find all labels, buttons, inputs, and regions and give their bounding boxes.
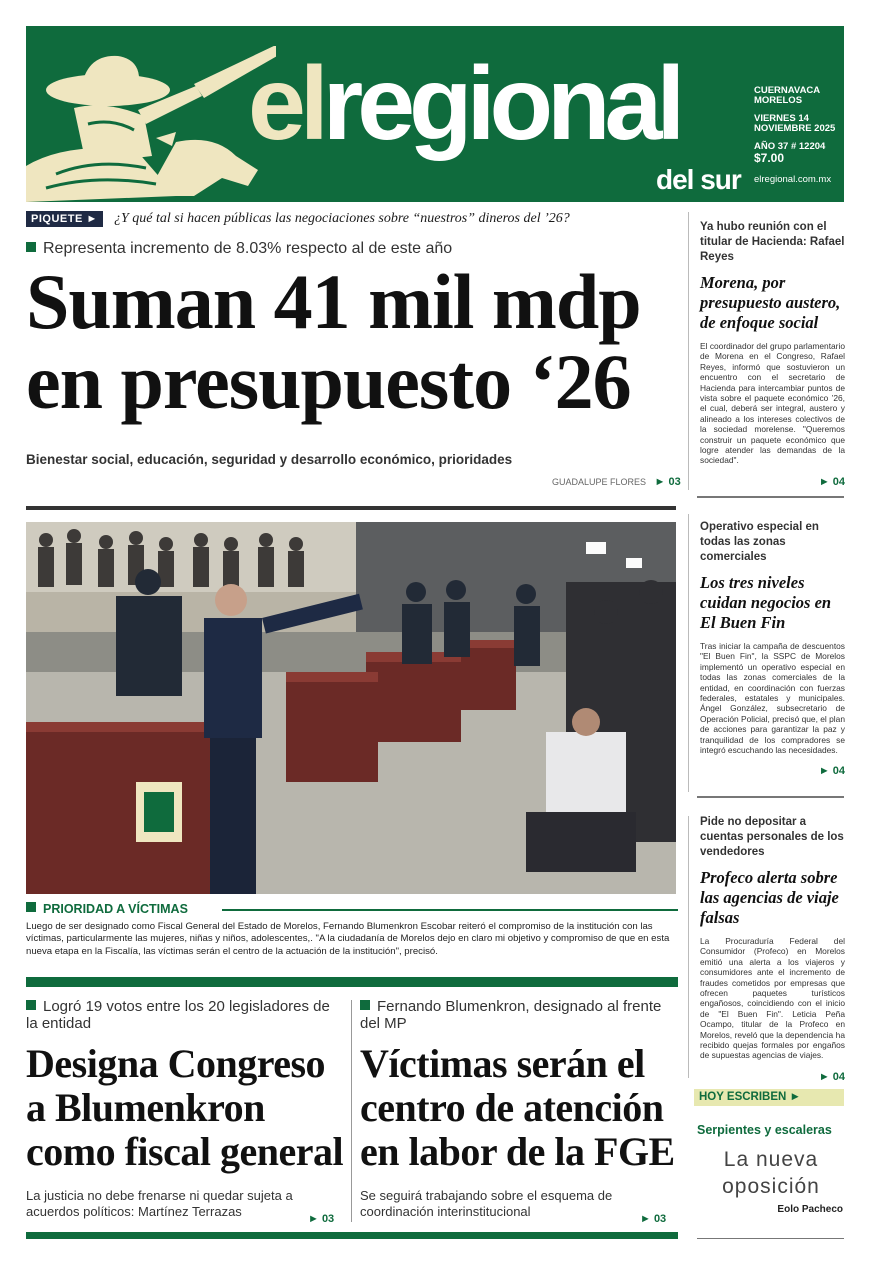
- sidebar-kicker: Operativo especial en todas las zonas comerciales: [700, 521, 819, 563]
- story-subhead: La justicia no debe frenarse ni quedar sujeta a acuerdos políticos: Martínez Terrazas: [26, 1188, 293, 1219]
- story-congreso[interactable]: [26, 998, 344, 1220]
- sidebar-kicker: Ya hubo reunión con el titular de Hacienda: Rafael Reyes: [700, 221, 845, 263]
- lead-divider: [26, 506, 676, 510]
- sidebar-kicker: Pide no depositar a cuentas personales de los vendedores: [700, 816, 844, 858]
- brand-regional: regional: [322, 46, 680, 162]
- website-link[interactable]: elregional.com.mx: [754, 174, 832, 185]
- square-bullet-icon: [26, 242, 36, 252]
- edition-day: VIERNES 14: [754, 112, 809, 124]
- edition-info: [754, 86, 844, 164]
- lead-byline: [552, 476, 681, 488]
- photo-kicker: [26, 902, 188, 916]
- lead-kicker-text: Representa incremento de 8.03% respecto al de este año: [43, 240, 453, 257]
- sidebar-line: [688, 212, 689, 490]
- square-bullet-icon: [26, 902, 36, 912]
- horseman-logo-icon: [26, 46, 276, 202]
- sidebar-line: [688, 514, 689, 792]
- brand-wordmark[interactable]: [248, 46, 680, 162]
- story-victimas[interactable]: [360, 998, 678, 1220]
- bottom-rule: [26, 1232, 678, 1239]
- sidebar-line: [688, 816, 689, 1078]
- congress-swearing-in-photo-icon: [26, 522, 676, 894]
- sidebar-body: Tras iniciar la campaña de descuentos "El Buen Fin", la SSPC de Morelos implementó un operativo especial en todas las zonas comerciales de la entidad, en coordinación con fuerzas federales, estatales y municipales. Ángel González, subsecretario de Operación Policial, precisó que, el plan de acciones para garantizar la paz y tranquilidad de los compradores se integró escuchando las necesidades.: [700, 641, 845, 756]
- column-section[interactable]: Serpientes y escaleras: [697, 1123, 832, 1137]
- square-bullet-icon: [26, 1000, 36, 1010]
- piquete-bar: [26, 210, 674, 230]
- sidebar-story-morena[interactable]: [700, 220, 845, 490]
- lead-headline[interactable]: [26, 258, 676, 425]
- sidebar-page-ref[interactable]: ► 04: [818, 1070, 845, 1083]
- story-headline: Designa Congreso a Blumenkron como fiscal general: [26, 1041, 344, 1174]
- story-kicker: [26, 998, 344, 1032]
- brand-delsur: del sur: [656, 164, 741, 195]
- hoy-escriben-bar: [694, 1089, 844, 1106]
- masthead: [26, 26, 844, 202]
- lead-page-ref[interactable]: ► 03: [654, 476, 681, 488]
- sidebar-body: La Procuraduría Federal del Consumidor (Profeco) en Morelos emitió una alerta a los viajeros y consumidores ante el incremento de fraudes cometidos por empresas que ofrecen paquetes turísticos engañosos, coincidiendo con el inicio de "El Buen Fin". Leticia Peña Ocampo, titular de la Profeco en Morelos, reveló que la dependencia ha recibido quejas formales por engaños de supuestas agencias de viajes.: [700, 936, 845, 1061]
- brand-el: el: [248, 46, 323, 162]
- sidebar-page-ref[interactable]: ► 04: [818, 475, 845, 488]
- story-kicker-text: Fernando Blumenkron, designado al frente del MP: [360, 998, 662, 1032]
- main-photo[interactable]: [26, 522, 676, 894]
- column-title[interactable]: La nueva oposición: [722, 1148, 820, 1198]
- photo-caption: Luego de ser designado como Fiscal General del Estado de Morelos, Fernando Blumenkron Escobar reiteró el compromiso de la institución con las víctimas, particularmente las mujeres, niñas y niños, adolescentes,. "A la ciudadanía de Morelos dejo en claro mi objetivo y compromiso de que en esta nueva etapa en la Fiscalía, las víctimas serán el centro de la actuación de la institución", precisó.: [26, 921, 670, 957]
- caption-divider: [26, 977, 678, 987]
- lead-headline-line2: en presupuesto ‘26: [26, 338, 631, 425]
- square-bullet-icon: [360, 1000, 370, 1010]
- sidebar-divider: [697, 796, 844, 798]
- story-kicker: [360, 998, 678, 1032]
- story-page-ref[interactable]: ► 03: [308, 1213, 335, 1225]
- lead-author: GUADALUPE FLORES: [552, 477, 647, 487]
- sidebar-body: El coordinador del grupo parlamentario de Morena en el Congreso, Rafael Reyes, informó que sostuvieron un encuentro con el secretario de Hacienda para intercambiar puntos de vista sobre el paquete económico ’26, el cual, deberá ser integral, austero y alineado a los intereses colectivos de la sociedad morelense. "Queremos construir un paquete económico que logre atender las demandas de la sociedad".: [700, 341, 845, 466]
- edition-price: $7.00: [754, 150, 785, 165]
- lead-kicker: [26, 240, 452, 258]
- edition-state: MORELOS: [754, 94, 803, 106]
- sidebar-story-buenfin[interactable]: [700, 520, 845, 779]
- lead-subhead: Bienestar social, educación, seguridad y desarrollo económico, prioridades: [26, 452, 513, 467]
- sidebar-page-ref[interactable]: ► 04: [818, 765, 845, 778]
- sidebar-story-profeco[interactable]: [700, 815, 845, 1085]
- column-divider: [351, 1000, 352, 1222]
- story-subhead: Se seguirá trabajando sobre el esquema de coordinación interinstitucional: [360, 1188, 613, 1219]
- hoy-escriben-label: HOY ESCRIBEN ►: [699, 1091, 801, 1103]
- column-bottom-rule: [697, 1238, 844, 1239]
- piquete-tag: PIQUETE ►: [26, 211, 103, 227]
- sidebar-headline: Los tres niveles cuidan negocios en El Buen Fin: [700, 573, 832, 632]
- story-kicker-text: Logró 19 votos entre los 20 legisladores de la entidad: [26, 998, 330, 1032]
- sidebar-headline: Morena, por presupuesto austero, de enfoque social: [700, 273, 841, 332]
- column-author: Eolo Pacheco: [777, 1204, 843, 1215]
- lead-headline-line1: Suman 41 mil mdp: [26, 258, 641, 345]
- edition-year-issue: AÑO 37 # 12204: [754, 140, 826, 152]
- edition-city: CUERNAVACA: [754, 85, 821, 96]
- story-headline: Víctimas serán el centro de atención en labor de la FGE: [360, 1041, 675, 1174]
- photo-kicker-text: PRIORIDAD A VÍCTIMAS: [43, 902, 188, 916]
- story-page-ref[interactable]: ► 03: [640, 1213, 667, 1225]
- edition-month-year: NOVIEMBRE 2025: [754, 122, 836, 134]
- sidebar-divider: [697, 496, 844, 498]
- piquete-text[interactable]: ¿Y qué tal si hacen públicas las negociaciones sobre “nuestros” dineros del ’26?: [114, 211, 570, 226]
- sidebar-headline: Profeco alerta sobre las agencias de viaje falsas: [700, 868, 839, 927]
- photo-kicker-rule: [222, 909, 678, 911]
